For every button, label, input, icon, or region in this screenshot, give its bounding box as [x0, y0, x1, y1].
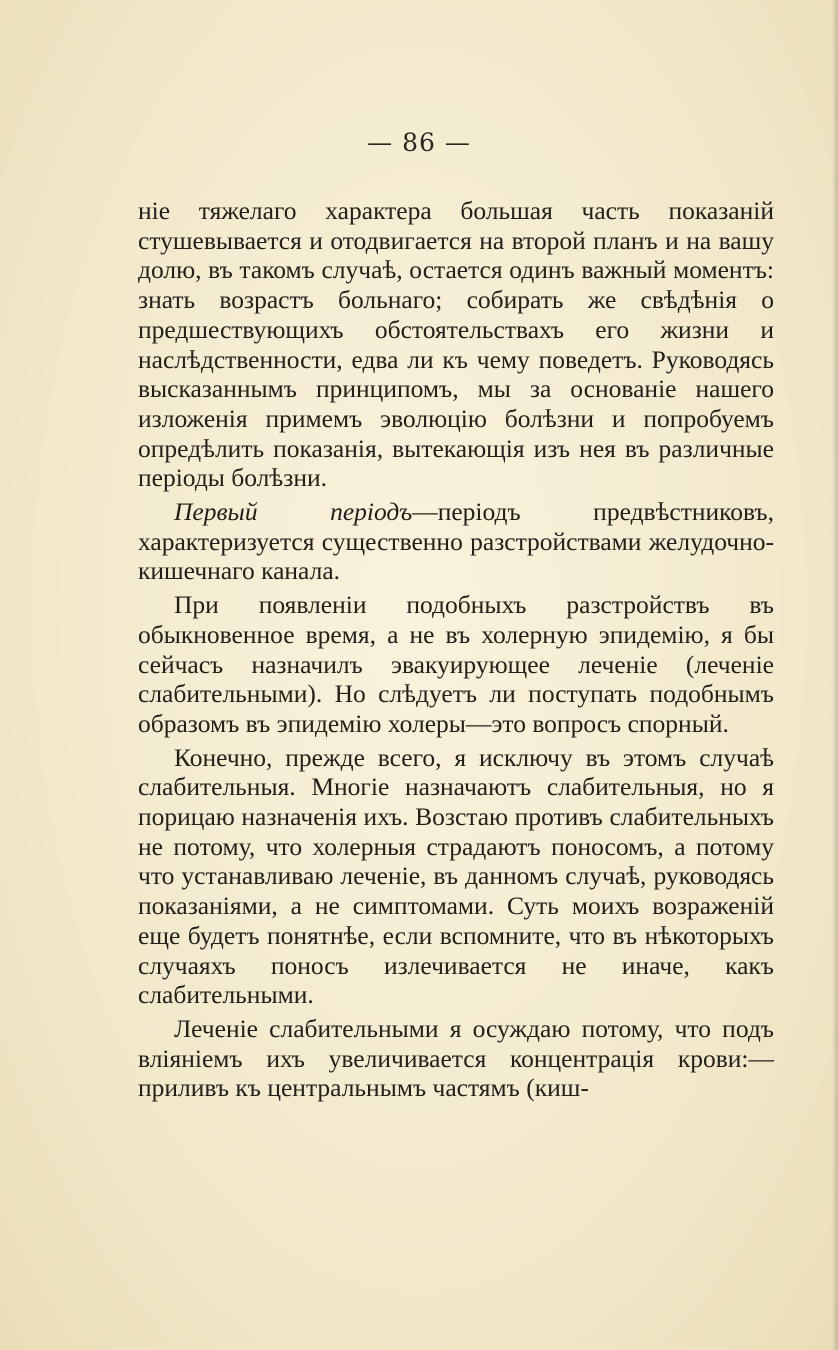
paragraph-text: —періодъ предвѣстниковъ, характеризуется существенно разстройствами желудочно-кишечнаго канала. — [138, 497, 774, 586]
body-text — [138, 196, 774, 1107]
paragraph-normal-times: При появленіи подобныхъ разстройствъ въ обыкновенное время, а не въ холерную эпидемію, я бы сейчасъ назначилъ эвакуирующее леченіе (леченіе слабительными). Но слѣдуетъ ли поступать подобнымъ образомъ въ эпидемію холеры—это вопросъ спорный. — [138, 590, 774, 738]
page-number: — 86 — — [367, 128, 471, 157]
paragraph-laxatives: Конечно, прежде всего, я исключу въ этомъ случаѣ слабительныя. Многіе назначаютъ слабительныя, но я порицаю назначенія ихъ. Возстаю противъ слабительныхъ не потому, что холерныя страдаютъ поносомъ, а потому что устанавливаю леченіе, въ данномъ случаѣ, руководясь показаніями, а не симптомами. Суть моихъ возраженій еще будетъ понятнѣе, если вспомните, что въ нѣкоторыхъ случаяхъ поносъ излечивается не иначе, какъ слабительными. — [138, 742, 774, 1010]
italic-term: Первый періодъ — [174, 497, 413, 527]
paragraph-first-period — [138, 497, 774, 586]
paragraph-continued: ніе тяжелаго характера большая часть показаній стушевывается и отодвигается на второй планъ и на вашу долю, въ такомъ случаѣ, остается одинъ важный моментъ: знать возрастъ больнаго; собирать же свѣдѣнія о предшествующихъ обстоятельствахъ его жизни и наслѣдственности, едва ли къ чему поведетъ. Руководясь высказаннымъ принципомъ, мы за основаніе нашего изложенія примемъ эволюцію болѣзни и попробуемъ опредѣлить показанія, вытекающія изъ нея въ различные періоды болѣзни. — [138, 196, 774, 493]
page-edge-shadow — [832, 0, 838, 1350]
paragraph-condemnation: Леченіе слабительными я осуждаю потому, что подъ вліяніемъ ихъ увеличивается концентрація крови:—приливъ къ центральнымъ частямъ (киш- — [138, 1013, 774, 1103]
